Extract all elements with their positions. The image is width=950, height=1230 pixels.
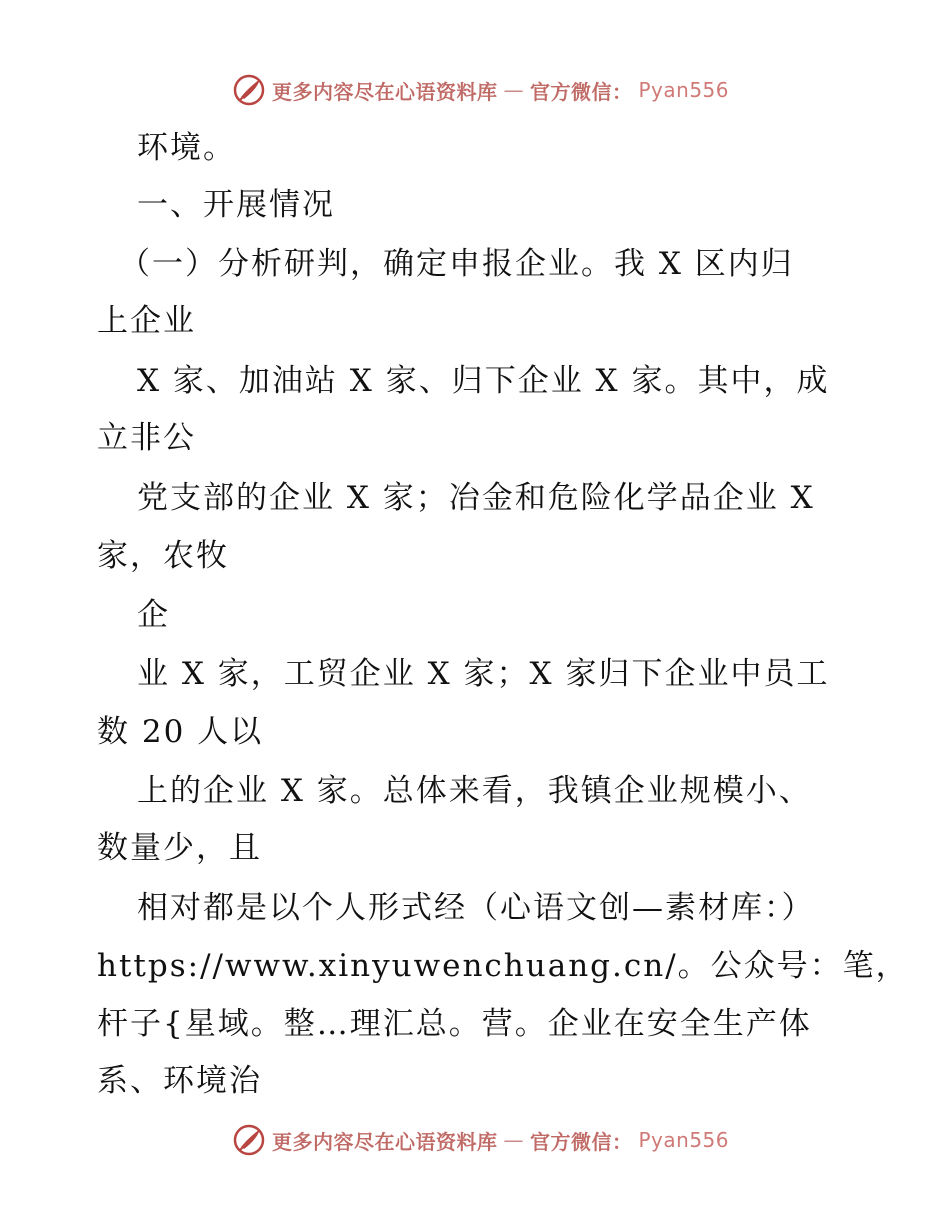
text-line: X 家、加油站 X 家、归下企业 X 家。其中，成 [137, 363, 830, 399]
banner-wechat-id: Pyan556 [638, 1128, 730, 1152]
banner-dash: — [503, 1128, 524, 1152]
banner-wechat-label: 官方微信： [530, 1129, 633, 1154]
url-line: https://www.xinyuwenchuang.cn/。公众号：笔， [97, 948, 909, 984]
text-line: 系、环境治 [97, 1063, 262, 1099]
text-line: 企 [137, 597, 170, 633]
text-line: 相对都是以个人形式经（心语文创—素材库：） [137, 890, 815, 926]
text-line: 数 20 人以 [97, 714, 264, 750]
banner-wechat-id: Pyan556 [638, 78, 730, 102]
text-line: 家，农牧 [97, 538, 229, 574]
text-line: 上企业 [97, 303, 196, 339]
text-line: 上的企业 X 家。总体来看，我镇企业规模小、 [137, 773, 812, 809]
text-line: 数量少，且 [97, 830, 262, 866]
banner-dash: — [503, 78, 524, 102]
section-heading: 一、开展情况 [137, 187, 335, 223]
text-line: 杆子{星域。整…理汇总。营。企业在安全生产体 [97, 1006, 812, 1042]
text-line: （一）分析研判，确定申报企业。我 X 区内归 [119, 246, 794, 282]
banner-main-text: 更多内容尽在心语资料库 [272, 79, 498, 104]
quill-pen-logo-icon [232, 1123, 266, 1157]
footer-banner [232, 1120, 729, 1160]
text-line: 环境。 [137, 130, 236, 166]
banner-main-text: 更多内容尽在心语资料库 [272, 1129, 498, 1154]
banner-wechat-label: 官方微信： [530, 79, 633, 104]
text-line: 党支部的企业 X 家；冶金和危险化学品企业 X [137, 480, 815, 516]
text-line: 立非公 [97, 420, 196, 456]
text-line: 业 X 家，工贸企业 X 家；X 家归下企业中员工 [137, 656, 830, 692]
